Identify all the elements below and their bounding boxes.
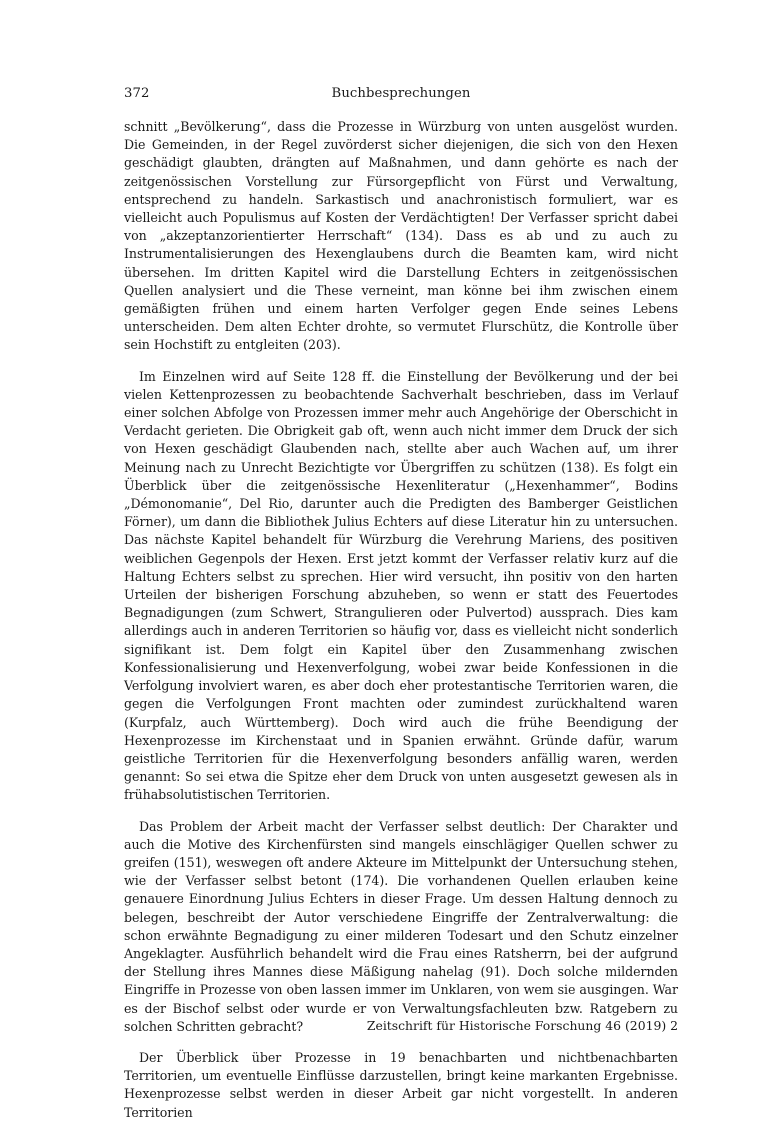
paragraph: Der Überblick über Prozesse in 19 benachbarten und nichtbenachbarten Territorien, um eventuelle Einflüsse darzustellen, bringt keine markanten Ergebnisse. Hexenprozesse selbst werden in dieser Arbeit gar nicht vorgestellt. In anderen Territorien xyxy=(124,1049,678,1120)
paragraph: Im Einzelnen wird auf Seite 128 ff. die Einstellung der Bevölkerung und der bei vielen Kettenprozessen zu beobachtende Sachverhalt beschrieben, dass im Verlauf einer solchen Abfolge von Prozessen immer mehr auch Angehörige der Oberschicht in Verdacht gerieten. Die Obrigkeit gab oft, wenn auch nicht immer dem Druck der sich von Hexen geschädigt Glaubenden nach, stellte aber auch Wachen auf, um ihrer Meinung nach zu Unrecht Bezichtigte vor Übergriffen zu schützen (138). Es folgt ein Überblick über die zeitgenössische Hexenliteratur („Hexenhammer“, Bodins „Démonomanie“, Del Rio, darunter auch die Predigten des Bamberger Geistlichen Förner), um dann die Bibliothek Julius Echters auf diese Literatur hin zu untersuchen. Das nächste Kapitel behandelt für Würzburg die Verehrung Mariens, des positiven weiblichen Gegenpols der Hexen. Erst jetzt kommt der Verfasser relativ kurz auf die Haltung Echters selbst zu sprechen. Hier wird versucht, ihn positiv von den harten Urteilen der bisherigen Forschung abzuheben, so wenn er statt des Feuertodes Begnadigungen (zum Schwert, Strangulieren oder Pulvertod) aussprach. Dies kam allerdings auch in anderen Territorien so häufig vor, dass es vielleicht nicht sonderlich signifikant ist. Dem folgt ein Kapitel über den Zusammenhang zwischen Konfessionalisierung und Hexenverfolgung, wobei zwar beide Konfessionen in die Verfolgung involviert waren, es aber doch eher protestantische Territorien waren, die gegen die Verfolgungen Front machten oder zumindest zurückhaltend waren (Kurpfalz, auch Württemberg). Doch wird auch die frühe Beendigung der Hexenprozesse im Kirchenstaat und in Spanien erwähnt. Gründe dafür, warum geistliche Territorien für die Hexenverfolgung besonders anfällig waren, werden genannt: So sei etwa die Spitze eher dem Druck von unten ausgesetzt gewesen als in frühabsolutistischen Territorien. xyxy=(124,368,678,803)
journal-footer: Zeitschrift für Historische Forschung 46 (2019) 2 xyxy=(366,1018,678,1033)
page xyxy=(124,84,678,1135)
paragraph: Das Problem der Arbeit macht der Verfasser selbst deutlich: Der Charakter und auch die Motive des Kirchenfürsten sind mangels einschlägiger Quellen schwer zu greifen (151), weswegen oft andere Akteure im Mittelpunkt der Untersuchung stehen, wie der Verfasser selbst betont (174). Die vorhandenen Quellen erlauben keine genauere Einordnung Julius Echters in dieser Frage. Um dessen Haltung dennoch zu belegen, beschreibt der Autor verschiedene Eingriffe der Zentralverwaltung: die schon erwähnte Begnadigung zu einer milderen Todesart und den Schutz einzelner Angeklagter. Ausführlich behandelt wird die Frau eines Ratsherrn, bei der aufgrund der Stellung ihres Mannes diese Mäßigung nahelag (91). Doch solche mildernden Eingriffe in Prozesse von oben lassen immer im Unklaren, von wem sie ausgingen. War es der Bischof selbst oder wurde er von Verwaltungsfachleuten bzw. Ratgebern zu solchen Schritten gebracht? xyxy=(124,818,678,1034)
page-number: 372 xyxy=(124,86,150,101)
body-text xyxy=(124,118,678,1122)
paragraph: schnitt „Bevölkerung“, dass die Prozesse in Würzburg von unten ausgelöst wurden. Die Gemeinden, in der Regel zuvörderst sicher diejenigen, die sich von den Hexen geschädigt glaubten, drängten auf Maßnahmen, und dann gehörte es nach der zeitgenössischen Vorstellung zur Fürsorgepflicht von Fürst und Verwaltung, entsprechend zu handeln. Sarkastisch und anachronistisch formuliert, war es vielleicht auch Populismus auf Kosten der Verdächtigten! Der Verfasser spricht dabei von „akzeptanzorientierter Herrschaft“ (134). Dass es ab und zu auch zu Instrumentalisierungen des Hexenglaubens durch die Beamten kam, wird nicht übersehen. Im dritten Kapitel wird die Darstellung Echters in zeitgenössischen Quellen analysiert und die These verneint, man könne bei ihm zwischen einem gemäßigten frühen und einem harten Verfolger gegen Ende seines Lebens unterscheiden. Dem alten Echter drohte, so vermutet Flurschütz, die Kontrolle über sein Hochstift zu entgleiten (203). xyxy=(124,119,678,353)
section-title: Buchbesprechungen xyxy=(331,86,471,101)
running-head xyxy=(124,84,678,104)
